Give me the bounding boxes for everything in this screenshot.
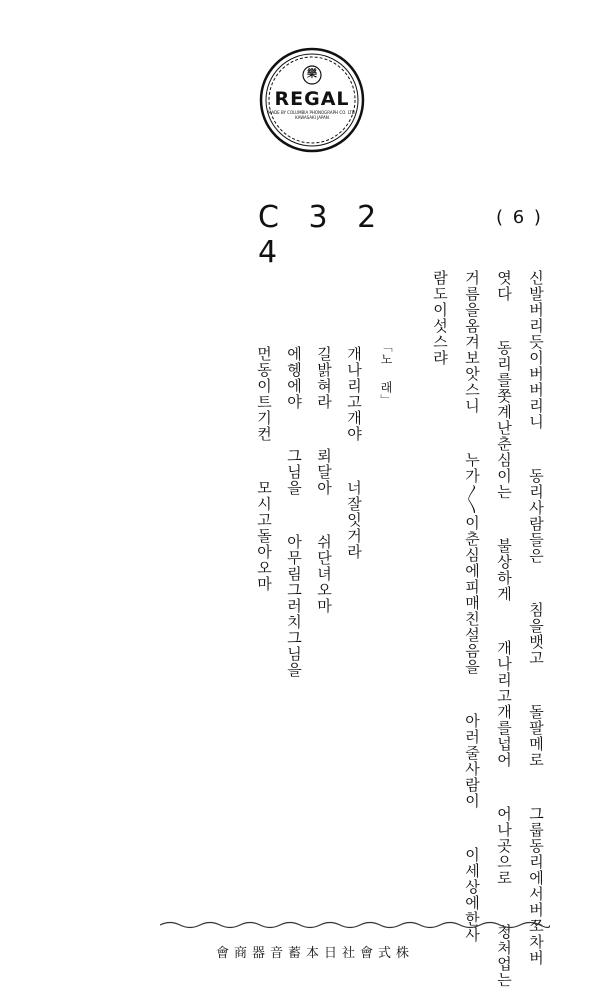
regal-label-logo <box>258 46 366 154</box>
lyrics-column: 람도이섯스랴 <box>431 270 449 366</box>
logo-emblem: 樂 <box>307 69 317 80</box>
logo-subtext <box>258 110 366 120</box>
lyrics-column: 엿다 동리를쫏계난춘심이는 불상하게 개나리고개를넙어 어나곳으로 청처업는 <box>495 270 513 988</box>
footer-divider <box>160 918 550 932</box>
lyrics-column: 신발버리듯이버버리니 동리사람들은 침을뱃고 돌팔메로 그룹동리에서버쪼차버 <box>527 270 545 966</box>
lyrics-column: 거름을옴겨보앗스니 누가〳〵이춘심에피매친설음을 아러줄사람이 이세상에한사 <box>463 270 481 943</box>
song-verse: 먼동이트기컨 모시고돌아오마 <box>255 270 273 592</box>
song-verse: 길밝혀라 뢰달아 쉬단녀오마 <box>315 270 333 614</box>
song-verse: 개나리고개야 너잘잇거라 <box>345 270 363 560</box>
catalog-number: C 3 2 4 <box>258 200 387 270</box>
publisher-name: 株式會社日本蓄音器商會 <box>215 946 414 961</box>
logo-brand: REGAL <box>274 88 350 110</box>
song-heading: 「노 래」 <box>379 340 393 407</box>
logo-subtext-line2: KAWASAKI JAPAN <box>295 115 329 120</box>
song-verse: 에헹에야 그님을 아무림그러치그님을 <box>285 270 303 678</box>
publisher-footer <box>190 942 440 961</box>
logo-subtext-line1: MADE BY COLUMBIA PHONOGRAPH CO. LTD. <box>267 110 357 115</box>
side-number: ( 6 ) <box>496 207 543 228</box>
